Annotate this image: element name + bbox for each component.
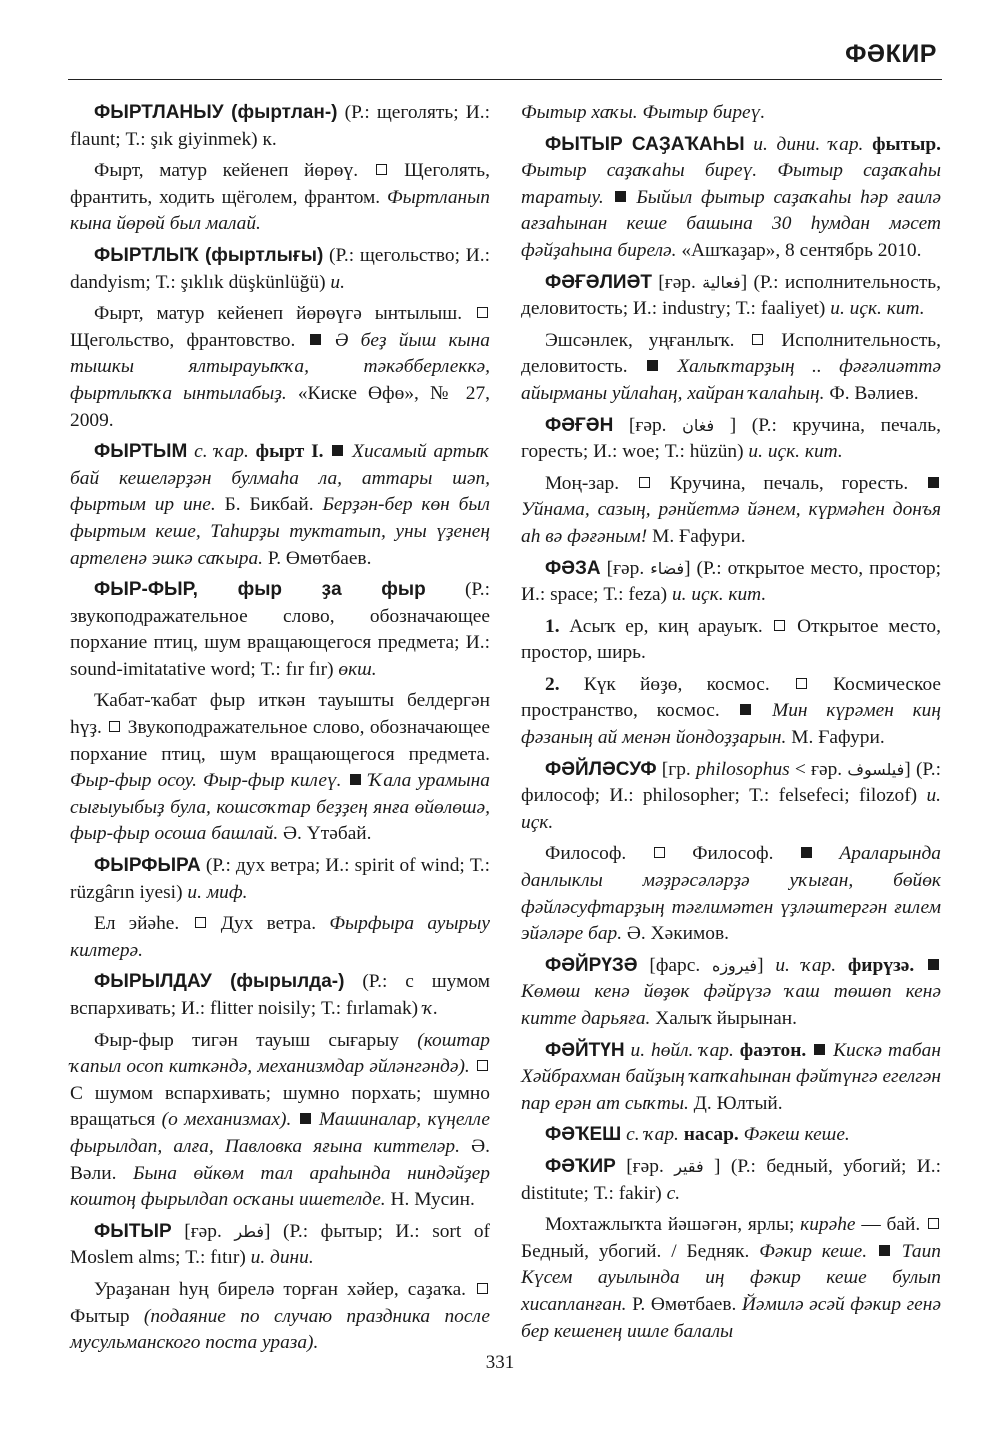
definition: Фырт, матур кейенеп йөрөүгә ынтылыш. <box>94 303 463 325</box>
source: Халыҡ йырынан. <box>650 1008 798 1029</box>
definition: Фырт, матур кейенеп йөрөү. <box>94 160 359 182</box>
headword: ФӘЙТҮН <box>545 1039 625 1061</box>
example: Халыҡтарҙың .. фәғәлиәттә айырманы уйлаһаң, хайран ҡалаһың. <box>521 356 941 404</box>
part-of-speech: и. ҡар. <box>775 954 848 976</box>
definition: — бай. <box>855 1214 921 1236</box>
sense-number: 1. <box>545 615 560 637</box>
definition: Асыҡ ер, киң арауыҡ. <box>559 615 763 637</box>
dictionary-entry <box>521 953 941 1033</box>
headword: ФЫРТЫМ <box>94 441 188 463</box>
entry-grammar: (Р.: с шумом вспархивать; И.: flitter noisily; Т.: fırlamak) <box>70 971 490 1019</box>
entry-sense <box>70 158 490 238</box>
translation-marker-icon <box>752 334 763 345</box>
arabic-spelling: فضاء <box>650 558 685 578</box>
headword: ФӘҒӘЛИӘТ <box>545 271 652 293</box>
source: Р. Өмөтбаев. <box>263 547 372 569</box>
part-of-speech: и. <box>330 271 345 293</box>
origin-language: [гр. <box>656 758 696 780</box>
headword: ФӘЙРҮЗӘ <box>545 954 638 976</box>
example: Фыртланып кына йөрөй был малай. <box>70 186 490 235</box>
source: Р. Өмөтбаев. <box>626 1293 737 1315</box>
example: Берҙән-бер көн был фыртым кеше, Таһирҙы туктатып, уны үҙенең артеленә эшкә саҡыра. <box>70 494 490 569</box>
dictionary-entry <box>521 270 941 323</box>
example-marker-icon <box>647 360 658 371</box>
definition: Ҡабат-ҡабат фыр иткән тауышты белдергән һүҙ. <box>70 690 490 739</box>
example: Мин күрәмен киң фәзаның ай менән йондоҙҙарын. <box>521 700 941 749</box>
definition: Күк йөҙө, космос. <box>559 673 770 695</box>
dictionary-entry <box>521 1038 941 1118</box>
source: Ә. Вәли. <box>70 1135 491 1184</box>
translation-marker-icon <box>654 847 665 858</box>
header-rule <box>68 79 942 80</box>
entry-sense <box>521 614 941 667</box>
cross-reference: фирүзә. <box>847 954 915 976</box>
definition: Ураҙанан һуң бирелә торған хәйер, саҙаҡа. <box>94 1278 467 1300</box>
source: «Киске Өфө», № 27, 2009. <box>70 382 490 431</box>
entry-grammar: ] (Р.: фытыр; И.: sort of Moslem alms; Т.: fıtır) <box>70 1220 490 1269</box>
entry-sense <box>521 841 941 947</box>
dictionary-entry <box>70 439 490 572</box>
headword: ФЫТЫР <box>94 1220 172 1242</box>
translation: Философ. <box>666 843 774 865</box>
example-marker-icon <box>801 847 812 858</box>
translation-marker-icon <box>639 477 650 488</box>
definition: Моң-зар. <box>545 472 620 494</box>
example: Машиналар, күңелле фырылдап, алға, Павловка яғына киттеләр. <box>70 1109 490 1157</box>
dictionary-entry <box>521 1154 941 1207</box>
dictionary-entry <box>70 969 490 1022</box>
arabic-spelling: فقير <box>674 1156 704 1176</box>
headword: ФӘҒӘН <box>545 414 614 436</box>
part-of-speech: и. һөйл. ҡар. <box>624 1039 740 1061</box>
example-marker-icon <box>928 477 939 488</box>
translation-marker-icon <box>109 721 120 732</box>
headword: ФЫРФЫРА <box>94 855 201 877</box>
origin-language: [фарс. <box>637 954 712 976</box>
translation: Звукоподражательное слово, обозначающее порхание птиц, шум вращающегося предмета. <box>70 717 490 765</box>
cross-reference: фаэтон. <box>739 1039 807 1061</box>
definition: Фыр-фыр тигән тауыш сығарыу <box>94 1029 418 1051</box>
source: Ә. Үтәбай. <box>278 823 372 845</box>
usage-note: (о механизмах). <box>161 1109 292 1131</box>
translation: Бедный, убогий. / Бедняк. <box>521 1240 750 1262</box>
dictionary-entry <box>521 413 941 466</box>
example-marker-icon <box>879 1245 890 1256</box>
usage-note: (подаяние по случаю праздника после мусульманского поста ураза). <box>70 1305 490 1354</box>
entry-sense <box>521 328 941 408</box>
arabic-spelling: فيروزه <box>711 955 758 975</box>
translation-marker-icon <box>796 678 807 689</box>
example: Бына өйкөм тал араһында ниндәйҙер коштоң фырылдап осҡаны ишетелде. <box>70 1162 490 1211</box>
headword: ФЫРТЛАНЫУ (фыртлан-) <box>94 102 338 123</box>
source: «Ашҡаҙар», 8 сентябрь 2010. <box>676 239 922 261</box>
example: Уйнама, сазың, рәнйетмә йәнем, күрмәһен донъя аһ вә фәғәным! <box>521 499 941 547</box>
dictionary-entry <box>521 1122 941 1149</box>
example: Фәкеш кеше. <box>738 1124 850 1146</box>
example-marker-icon <box>310 334 321 345</box>
entry-sense <box>70 688 490 848</box>
example: Фырфыра ауырыу килтерә. <box>70 913 490 961</box>
cross-reference: фырт I. <box>255 441 324 463</box>
part-of-speech: и. иҫк. <box>521 785 941 833</box>
translation-marker-icon <box>477 307 488 318</box>
source: М. Ғафури. <box>786 727 885 749</box>
translation: Щегольство, франтовство. <box>70 329 296 351</box>
entry-grammar: ] (Р.: кручина, печаль, горесть; И.: woe; Т.: hüzün) <box>521 414 941 463</box>
translation: Космическое пространство, космос. <box>521 673 941 722</box>
translation: Открытое место, простор, ширь. <box>521 615 941 664</box>
entry-grammar: ] (Р.: философ; И.: philosopher; Т.: felsefeci; filozof) <box>521 758 941 807</box>
part-of-speech: и. дини. ҡар. <box>744 133 873 155</box>
example: Кискә табан Хәйбрахман байҙың ҡапҡаһынан фәйтүнгә егелгән пар ерән ат сыҡты. <box>521 1039 941 1114</box>
translation: Кручина, печаль, горесть. <box>651 472 909 494</box>
origin-language: [ғәр. <box>615 1155 675 1177</box>
translation: Исполнительность, деловитость. <box>521 329 941 378</box>
cross-reference: насар. <box>683 1124 739 1146</box>
translation-marker-icon <box>928 1218 939 1229</box>
definition: Эшсәнлек, уңғанлыҡ. <box>545 329 735 351</box>
dictionary-entry <box>70 577 490 683</box>
example-marker-icon <box>332 445 343 456</box>
origin-language: [ғәр. <box>613 414 683 436</box>
part-of-speech: и. иҫк. кит. <box>830 298 925 320</box>
sense-number: 2. <box>545 673 560 695</box>
arabic-spelling: فيلسوف <box>847 759 905 779</box>
part-of-speech: и. дини. <box>250 1247 314 1269</box>
example-marker-icon <box>615 191 626 202</box>
entry-continuation <box>521 100 941 127</box>
example-marker-icon <box>300 1113 311 1124</box>
origin-language: < ғәр. <box>789 758 848 780</box>
entry-grammar: ] (Р.: исполнительность, деловитость; И.: industry; Т.: faaliyet) <box>521 271 941 320</box>
example-marker-icon <box>814 1044 825 1055</box>
translation: Щеголять, франтить, ходить щёголем, франтом. <box>70 160 490 208</box>
source: Ф. Вәлиев. <box>824 382 919 404</box>
example: Хисамый артыҡ бай кешеләрҙән булмаһа ла, аттары шәп, фыртым ир ине. <box>70 441 490 516</box>
definition: Мохтажлыҡта йәшәгән, ярлы; <box>545 1214 801 1236</box>
left-column <box>70 100 490 1362</box>
dictionary-entry <box>70 1219 490 1272</box>
origin-language: [ғәр. <box>600 557 651 579</box>
phrase: Фыр-фыр осоу. Фыр-фыр килеү. <box>70 770 342 792</box>
entry-sense <box>70 1277 490 1357</box>
example: Быйыл фытыр саҙаҡаһы һәр ғаилә ағзаһынан кеше башына 30 һумдан мәсет фәйҙаһына бирелә. <box>521 186 941 261</box>
example-marker-icon <box>928 959 939 970</box>
part-of-speech: ҡ. <box>422 998 439 1019</box>
running-head: ФӘКИР <box>845 40 937 68</box>
example: Көмөш кенә йөҙөк фәйрүзә ҡаш төшөп кенә китте дарьяға. <box>521 981 941 1029</box>
arabic-spelling: فعالية <box>702 272 741 292</box>
antonym-label: кирәһе <box>800 1214 856 1236</box>
translation-marker-icon <box>195 917 206 928</box>
entry-grammar: ] (Р.: бедный, убогий; И.: distitute; Т.: fakir) <box>521 1155 941 1204</box>
part-of-speech: и. иҫк. кит. <box>748 441 843 463</box>
example: Фытыр хаҡы. Фытыр биреү. <box>521 102 766 123</box>
usage-note: (коштар ҡапыл осоп киткәндә, механизмдар әйләнгәндә). <box>70 1029 490 1078</box>
entry-sense <box>70 1028 490 1214</box>
entry-grammar: ] (Р.: открытое место, простор; И.: space; Т.: feza) <box>521 557 941 606</box>
headword: ФӘЗА <box>545 557 601 579</box>
origin-language: [ғәр. <box>651 271 703 293</box>
example: Ә беҙ йыш кына тышкы ялтырауыҡҡа, тәкәбберлеккә, фыртлыҡҡа ынтылабыҙ. <box>70 329 490 404</box>
entry-grammar: ] <box>757 954 776 976</box>
phrase: Фәкир кеше. <box>749 1240 868 1262</box>
definition: Ел эйәһе. <box>94 913 180 935</box>
arabic-spelling: فطر <box>234 1221 265 1241</box>
headword: ФӘҠИР <box>545 1155 616 1177</box>
example: Араларында данлыклы мәҙрәсәләрҙә уҡыған, бөйөк фәйләсуфтарҙың тәғлимәтен үҙләштергән ғилем эйәләре бар. <box>521 843 941 945</box>
origin-word: philosophus <box>695 758 790 780</box>
cross-reference: фытыр. <box>872 133 941 155</box>
dictionary-entry <box>521 132 941 265</box>
dictionary-entry <box>70 100 490 153</box>
definition: Философ. <box>545 843 627 865</box>
translation-marker-icon <box>774 620 785 631</box>
part-of-speech: с. ҡар. <box>621 1124 684 1146</box>
entry-grammar: (Р.: дух ветра; И.: spirit of wind; Т.: rüzgârın iyesi) <box>70 855 490 903</box>
part-of-speech: и. миф. <box>187 881 248 903</box>
entry-grammar: (Р.: звукоподражательное слово, обозначающее порхание птиц, шум вращающегося предмета; И.: sound-imitatative word; Т.: fır fır) <box>70 579 490 680</box>
part-of-speech: с. <box>666 1182 681 1204</box>
entry-grammar: (Р.: щеголять; И.: flaunt; Т.: şık giyinmek) к. <box>70 102 490 150</box>
example: Фытыр саҙаҡаһы биреү. Фытыр саҙаҡаһы таратыу. <box>521 160 941 208</box>
dictionary-entry <box>70 243 490 296</box>
source: Ә. Хәкимов. <box>622 923 729 945</box>
arabic-spelling: فغان <box>682 415 715 435</box>
translation: Дух ветра. <box>207 913 317 935</box>
page-number: 331 <box>485 1352 515 1373</box>
source: М. Ғафури. <box>647 525 746 547</box>
example-marker-icon <box>740 704 751 715</box>
source: Б. Бикбай. <box>215 494 314 516</box>
entry-sense <box>70 301 490 434</box>
translation: Фытыр <box>70 1305 144 1327</box>
example: Таип Күсем ауылында иң фәкир кеше булып хисапланған. <box>521 1240 941 1315</box>
headword: ФӘЙЛӘСУФ <box>545 758 657 780</box>
part-of-speech: с. ҡар. <box>187 441 256 463</box>
headword: ФЫР-ФЫР, фыр ҙа фыр <box>94 579 426 601</box>
source: Д. Юлтый. <box>688 1092 783 1114</box>
headword: ФЫРЫЛДАУ (фырылда-) <box>94 971 345 993</box>
example: Ҡала урамына сығыуыбыҙ була, кошсоҡтар беҙҙең янға өйөлөшә, фыр-фыр осоша башлай. <box>70 770 490 845</box>
right-column <box>521 100 941 1350</box>
example-marker-icon <box>350 774 361 785</box>
entry-sense <box>521 1212 941 1345</box>
source: Н. Мусин. <box>385 1189 475 1211</box>
entry-sense <box>70 911 490 964</box>
dictionary-entry <box>70 853 490 906</box>
dictionary-entry <box>521 757 941 837</box>
translation-marker-icon <box>376 164 387 175</box>
headword: ФЫТЫР САҘАҠАҺЫ <box>545 133 745 155</box>
dictionary-entry <box>521 556 941 609</box>
translation: С шумом вспархивать; шумно порхать; шумно вращаться <box>70 1082 490 1131</box>
example: Йәмилә әсәй фәкир генә бер кешенең ишле балалы <box>521 1293 941 1342</box>
origin-language: [ғәр. <box>171 1220 235 1242</box>
translation-marker-icon <box>477 1283 488 1294</box>
headword: ФЫРТЛЫҠ (фыртлығы) <box>94 244 324 266</box>
headword: ФӘҠЕШ <box>545 1124 622 1146</box>
part-of-speech: и. иҫк. кит. <box>671 584 767 606</box>
translation-marker-icon <box>477 1060 488 1071</box>
entry-sense <box>521 672 941 752</box>
entry-grammar: (Р.: щегольство; И.: dandyism; Т.: şıklık düşkünlüğü) <box>70 244 490 293</box>
entry-sense <box>521 471 941 551</box>
part-of-speech: өкш. <box>338 658 377 680</box>
